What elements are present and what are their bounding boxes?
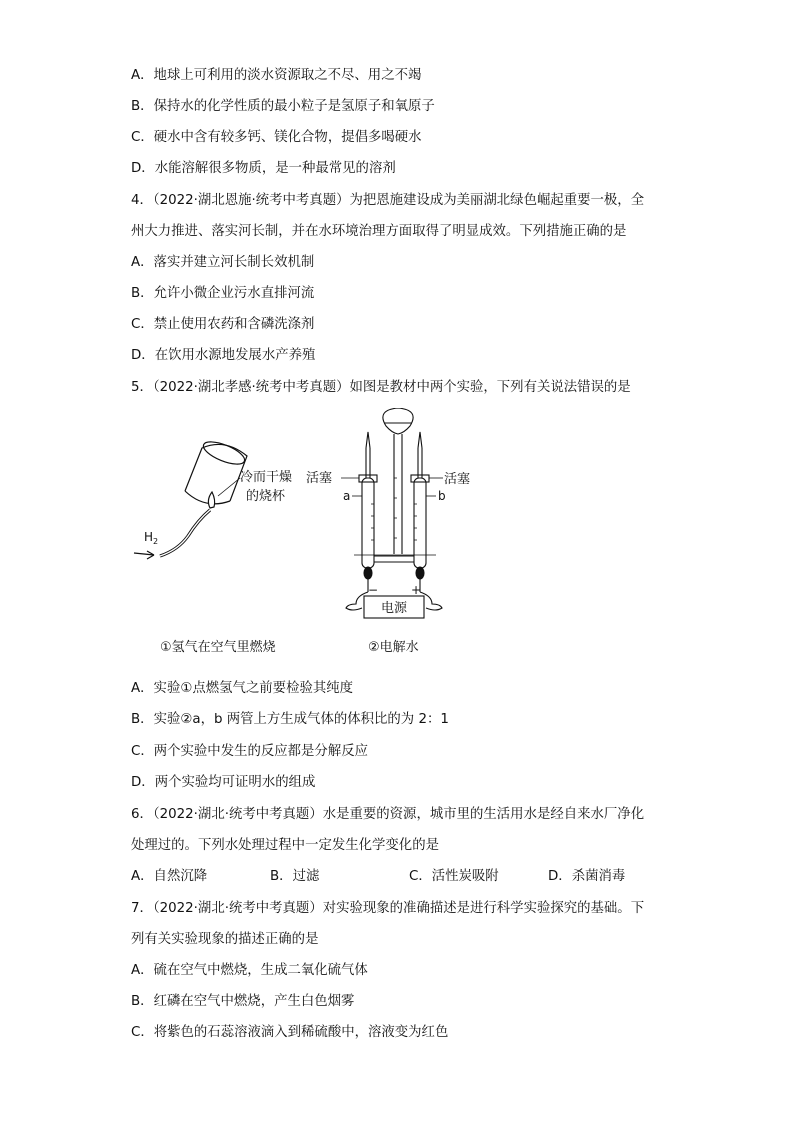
beaker-label-line1: 冷而干燥 bbox=[240, 470, 293, 485]
electrolysis-apparatus bbox=[341, 408, 443, 618]
q3-option-d: D．水能溶解很多物质，是一种最常见的溶剂 bbox=[131, 161, 396, 176]
q3-option-a: A．地球上可利用的淡水资源取之不尽、用之不竭 bbox=[131, 68, 422, 83]
stopcock-left-label: 活塞 bbox=[306, 471, 333, 486]
q7-stem-line1: 7．（2022·湖北·统考中考真题）对实验现象的准确描述是进行科学实验探究的基础。下 bbox=[131, 901, 645, 916]
q7-stem-line2: 列有关实验现象的描述正确的是 bbox=[131, 932, 319, 947]
q3-option-c: C．硬水中含有较多钙、镁化合物，提倡多喝硬水 bbox=[131, 130, 422, 145]
tube-b-label: b bbox=[438, 489, 446, 503]
q6-option-a: A．自然沉降 bbox=[131, 869, 208, 884]
q3-option-b: B．保持水的化学性质的最小粒子是氢原子和氧原子 bbox=[131, 99, 435, 114]
q5-stem: 5．（2022·湖北孝感·统考中考真题）如图是教材中两个实验，下列有关说法错误的是 bbox=[131, 380, 631, 395]
tube-a-label: a bbox=[343, 489, 351, 503]
h2-label: $H_2$ bbox=[144, 530, 159, 546]
q5-option-b: B．实验②a，b 两管上方生成气体的体积比的为 2：1 bbox=[131, 712, 449, 727]
minus-terminal-label: − bbox=[368, 583, 379, 597]
q4-option-b: B．允许小微企业污水直排河流 bbox=[131, 286, 315, 301]
q6-option-c: C．活性炭吸附 bbox=[409, 869, 499, 884]
q4-stem-line2: 州大力推进、落实河长制，并在水环境治理方面取得了明显成效。下列措施正确的是 bbox=[131, 224, 627, 239]
beaker-icon bbox=[185, 444, 247, 501]
beaker-label-line2: 的烧杯 bbox=[246, 489, 286, 504]
figure-caption-1: ①氢气在空气里燃烧 bbox=[160, 640, 276, 655]
q5-option-d: D．两个实验均可证明水的组成 bbox=[131, 775, 316, 790]
q4-option-a: A．落实并建立河长制长效机制 bbox=[131, 255, 315, 270]
power-source-label: 电源 bbox=[380, 601, 408, 616]
q5-option-c: C．两个实验中发生的反应都是分解反应 bbox=[131, 744, 368, 759]
q6-option-d: D．杀菌消毒 bbox=[548, 869, 626, 884]
funnel-icon bbox=[383, 408, 413, 434]
q4-option-d: D．在饮用水源地发展水产养殖 bbox=[131, 348, 316, 363]
plus-terminal-label: + bbox=[411, 583, 422, 597]
q6-option-b: B．过滤 bbox=[270, 869, 320, 884]
stopcock-right-label: 活塞 bbox=[444, 472, 471, 487]
flame-icon bbox=[208, 492, 214, 508]
q6-stem-line2: 处理过的。下列水处理过程中一定发生化学变化的是 bbox=[131, 838, 439, 853]
q5-experiment-figure bbox=[130, 408, 510, 670]
q7-option-c: C．将紫色的石蕊溶液滴入到稀硫酸中，溶液变为红色 bbox=[131, 1025, 449, 1040]
q5-option-a: A．实验①点燃氢气之前要检验其纯度 bbox=[131, 681, 354, 696]
q4-option-c: C．禁止使用农药和含磷洗涤剂 bbox=[131, 317, 315, 332]
q7-option-a: A．硫在空气中燃烧，生成二氧化硫气体 bbox=[131, 963, 368, 978]
q6-stem-line1: 6．（2022·湖北·统考中考真题）水是重要的资源，城市里的生活用水是经自来水厂净化 bbox=[131, 807, 645, 822]
q4-stem-line1: 4．（2022·湖北恩施·统考中考真题）为把恩施建设成为美丽湖北绿色崛起重要一极，全 bbox=[131, 193, 645, 208]
figure-caption-2: ②电解水 bbox=[368, 640, 419, 655]
q7-option-b: B．红磷在空气中燃烧，产生白色烟雾 bbox=[131, 994, 355, 1009]
